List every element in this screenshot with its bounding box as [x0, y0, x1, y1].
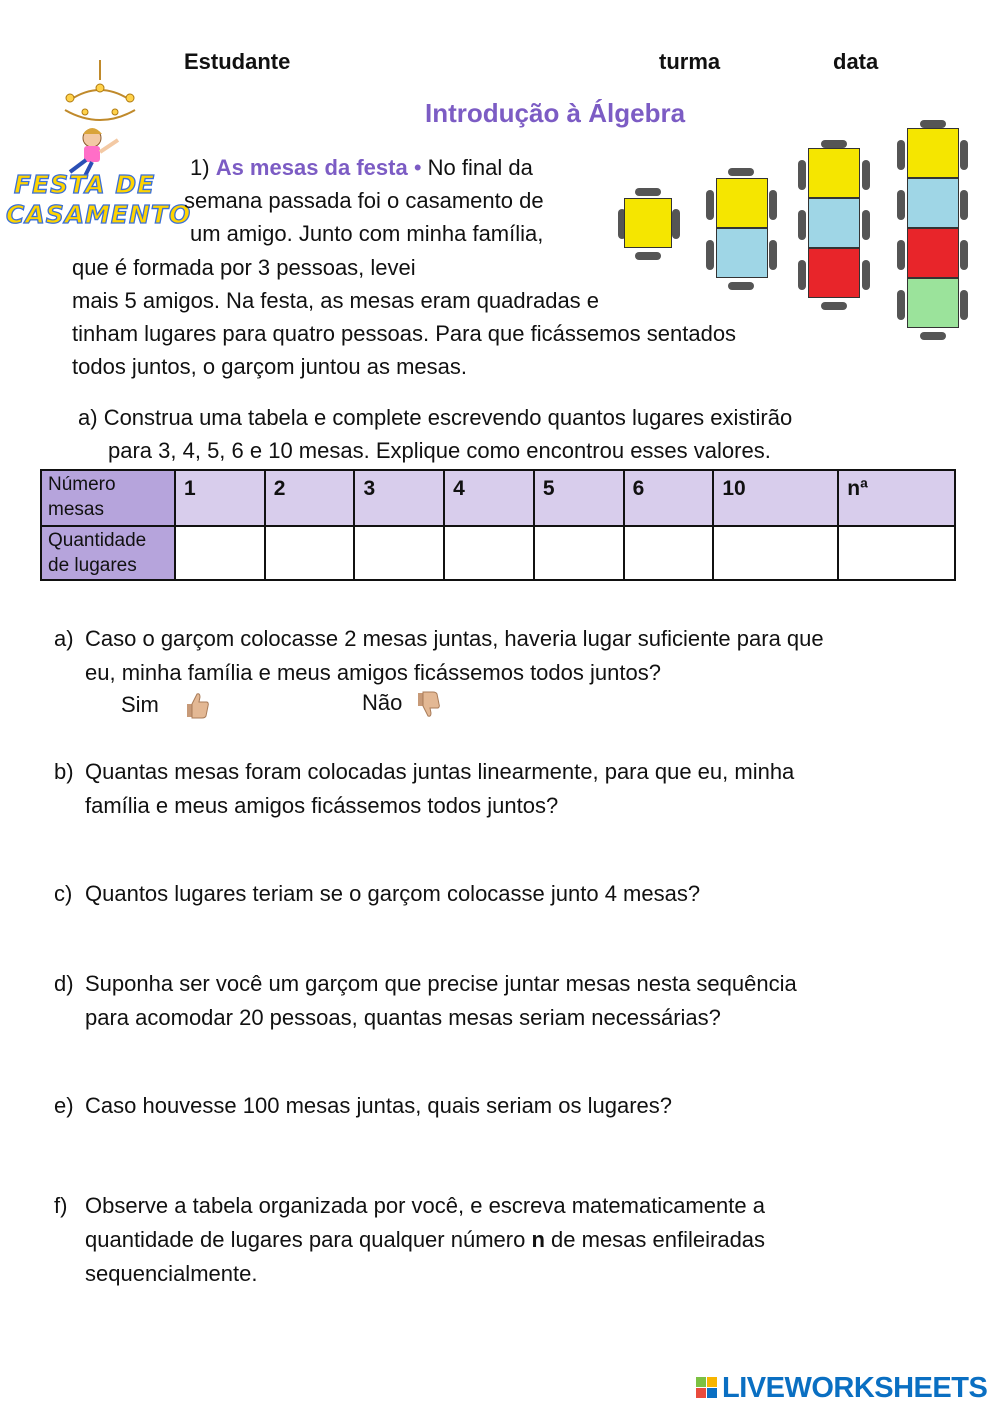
- seats-answer-cell[interactable]: [534, 526, 624, 580]
- column-header: nª: [838, 470, 955, 526]
- seats-answer-cell[interactable]: [265, 526, 355, 580]
- column-header: 3: [354, 470, 444, 526]
- row-header-seats: Quantidade de lugares: [41, 526, 175, 580]
- intro-line: todos juntos, o garçom juntou as mesas.: [72, 354, 467, 379]
- seats-answer-cell[interactable]: [624, 526, 714, 580]
- party-table: [808, 148, 860, 198]
- seats-answer-cell[interactable]: [713, 526, 838, 580]
- party-table: [716, 228, 768, 278]
- date-label: data: [833, 49, 879, 74]
- class-label: turma: [659, 49, 721, 74]
- task-a-line-1: a) Construa uma tabela e complete escrevendo quantos lugares existirão: [78, 405, 793, 430]
- badge-line-1: FESTA DE: [14, 170, 156, 199]
- party-table: [624, 198, 672, 248]
- seats-answer-cell[interactable]: [838, 526, 955, 580]
- intro-line: tinham lugares para quatro pessoas. Para que ficássemos sentados: [72, 321, 737, 346]
- party-table: [907, 278, 959, 328]
- option-no[interactable]: Não: [362, 690, 442, 720]
- wedding-badge: [0, 60, 192, 240]
- liveworksheets-logo: LIVEWORKSHEETS: [696, 1372, 987, 1405]
- column-header: 2: [265, 470, 355, 526]
- seats-answer-cell[interactable]: [354, 526, 444, 580]
- page-title: Introdução à Álgebra: [425, 98, 686, 128]
- student-label: Estudante: [184, 49, 291, 74]
- party-table: [808, 198, 860, 248]
- intro-line: mais 5 amigos. Na festa, as mesas eram quadradas e: [72, 288, 600, 313]
- column-header: 5: [534, 470, 624, 526]
- column-header: 6: [624, 470, 714, 526]
- chandelier-girl-icon: [0, 60, 170, 180]
- party-table: [907, 178, 959, 228]
- question-b: b) Quantas mesas foram colocadas juntas linearmente, para que eu, minha família e meus amigos ficássemos todos juntos?: [54, 759, 795, 818]
- seats-table: [40, 469, 956, 581]
- question-d: d) Suponha ser você um garçom que precise juntar mesas nesta sequência para acomodar 20 pessoas, quantas mesas seriam necessárias?: [54, 971, 797, 1030]
- party-table: [808, 248, 860, 298]
- intro-first-line: 1) As mesas da festa • No final da: [190, 155, 533, 180]
- column-header: 10: [713, 470, 838, 526]
- thumbs-up-icon: [181, 690, 211, 720]
- party-table: [716, 178, 768, 228]
- option-yes[interactable]: Sim: [121, 690, 211, 720]
- party-table: [907, 228, 959, 278]
- intro-line: que é formada por 3 pessoas, levei: [72, 255, 416, 280]
- section-heading: As mesas da festa: [215, 155, 408, 180]
- seats-answer-cell[interactable]: [444, 526, 534, 580]
- column-header: 1: [175, 470, 265, 526]
- badge-line-2: CASAMENTO: [6, 200, 192, 229]
- question-c: c) Quantos lugares teriam se o garçom colocasse junto 4 mesas?: [54, 881, 701, 906]
- seats-answer-cell[interactable]: [175, 526, 265, 580]
- intro-line: semana passada foi o casamento de: [184, 188, 544, 213]
- task-a-line-2: para 3, 4, 5, 6 e 10 mesas. Explique como encontrou esses valores.: [108, 438, 771, 463]
- question-a: a) Caso o garçom colocasse 2 mesas juntas, haveria lugar suficiente para que eu, minha família e meus amigos ficássemos todos juntos?: [54, 626, 824, 685]
- liveworksheets-logo-icon: [696, 1377, 718, 1399]
- party-table: [907, 128, 959, 178]
- column-header: 4: [444, 470, 534, 526]
- thumbs-down-icon: [412, 690, 442, 720]
- row-header-tables: Número mesas: [41, 470, 175, 526]
- question-e: e) Caso houvesse 100 mesas juntas, quais seriam os lugares?: [54, 1093, 672, 1118]
- intro-line: um amigo. Junto com minha família,: [190, 221, 544, 246]
- question-f: f) Observe a tabela organizada por você, e escreva matematicamente a quantidade de lugares para qualquer número n de mesas enfileiradas sequencialmente.: [54, 1193, 766, 1286]
- tables-sequence-illustration: [610, 120, 980, 350]
